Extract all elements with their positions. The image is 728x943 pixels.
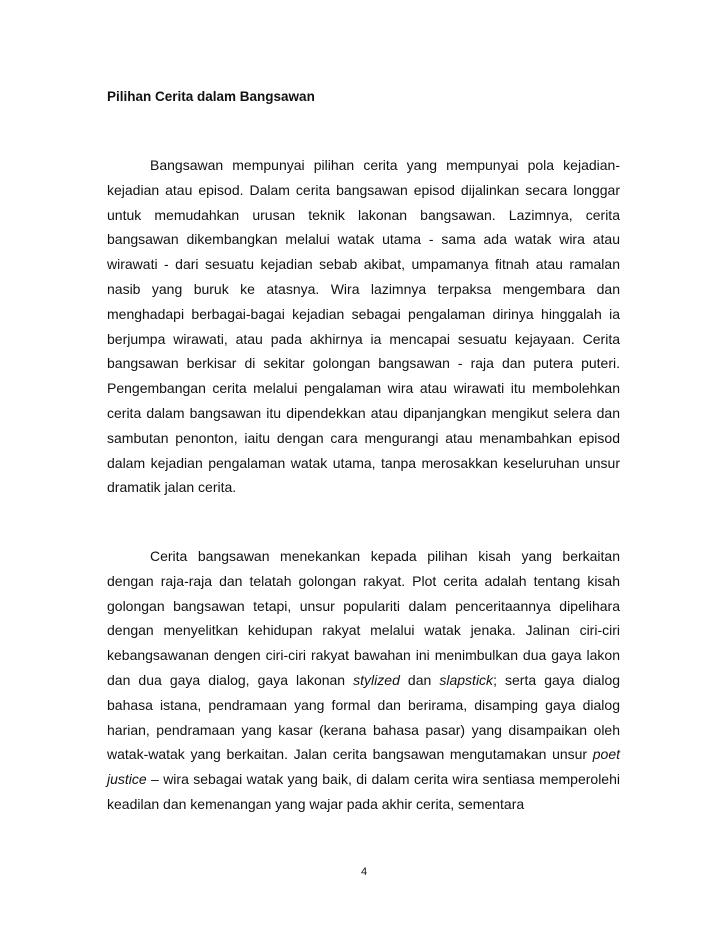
page-number: 4: [360, 866, 368, 878]
section-heading: Pilihan Cerita dalam Bangsawan: [107, 89, 315, 104]
paragraph-2-italic-poet-justice: poet justice: [107, 746, 620, 788]
paragraph-2: [107, 544, 620, 817]
paragraph-1: [107, 153, 620, 500]
paragraph-2-run-1: Cerita bangsawan menekankan kepada pilihan kisah yang berkaitan dengan raja-raja dan telatah golongan rakyat. Plot cerita adalah tentang kisah golongan bangsawan tetapi, unsur populariti dalam penceritaannya dipelihara dengan menyelitkan kehidupan rakyat melalui watak jenaka. Jalinan ciri-ciri kebangsawanan dengen ciri-ciri rakyat bawahan ini menimbulkan dua gaya lakon dan dua gaya dialog, gaya lakonan: [107, 548, 620, 688]
paragraph-2-italic-slapstick: slapstick: [439, 671, 494, 688]
paragraph-2-run-5: ; serta gaya dialog bahasa istana, pendramaan yang formal dan berirama, disamping gaya dialog harian, pendramaan yang kasar (kerana bahasa pasar) yang disampaikan oleh watak-watak yang berkaitan. Jalan cerita bangsawan mengutamakan unsur: [107, 671, 621, 763]
paragraph-2-run-3: dan: [399, 671, 440, 688]
paragraph-2-run-7: – wira sebagai watak yang baik, di dalam cerita wira sentiasa memperolehi keadilan dan kemenangan yang wajar pada akhir cerita, sementara: [107, 771, 620, 812]
paragraph-2-italic-stylized: stylized: [353, 671, 400, 688]
paragraph-1-text: Bangsawan mempunyai pilihan cerita yang mempunyai pola kejadian-kejadian atau episod. Dalam cerita bangsawan episod dijalinkan secara longgar untuk memudahkan urusan teknik lakonan bangsawan. Lazimnya, cerita bangsawan dikembangkan melalui watak utama - sama ada watak wira atau wirawati - dari sesuatu kejadian sebab akibat, umpamanya fitnah atau ramalan nasib yang buruk ke atasnya. Wira lazimnya terpaksa mengembara dan menghadapi berbagai-bagai kejadian sebagai pengalaman dirinya hinggalah ia berjumpa wirawati, atau pada akhirnya ia mencapai sesuatu kejayaan. Cerita bangsawan berkisar di sekitar golongan bangsawan - raja dan putera puteri. Pengembangan cerita melalui pengalaman wira atau wirawati itu membolehkan cerita dalam bangsawan itu dipendekkan atau dipanjangkan mengikut selera dan sambutan penonton, iaitu dengan cara mengurangi atau menambahkan episod dalam kejadian pengalaman watak utama, tanpa merosakkan keseluruhan unsur dramatik jalan cerita.: [107, 157, 620, 496]
